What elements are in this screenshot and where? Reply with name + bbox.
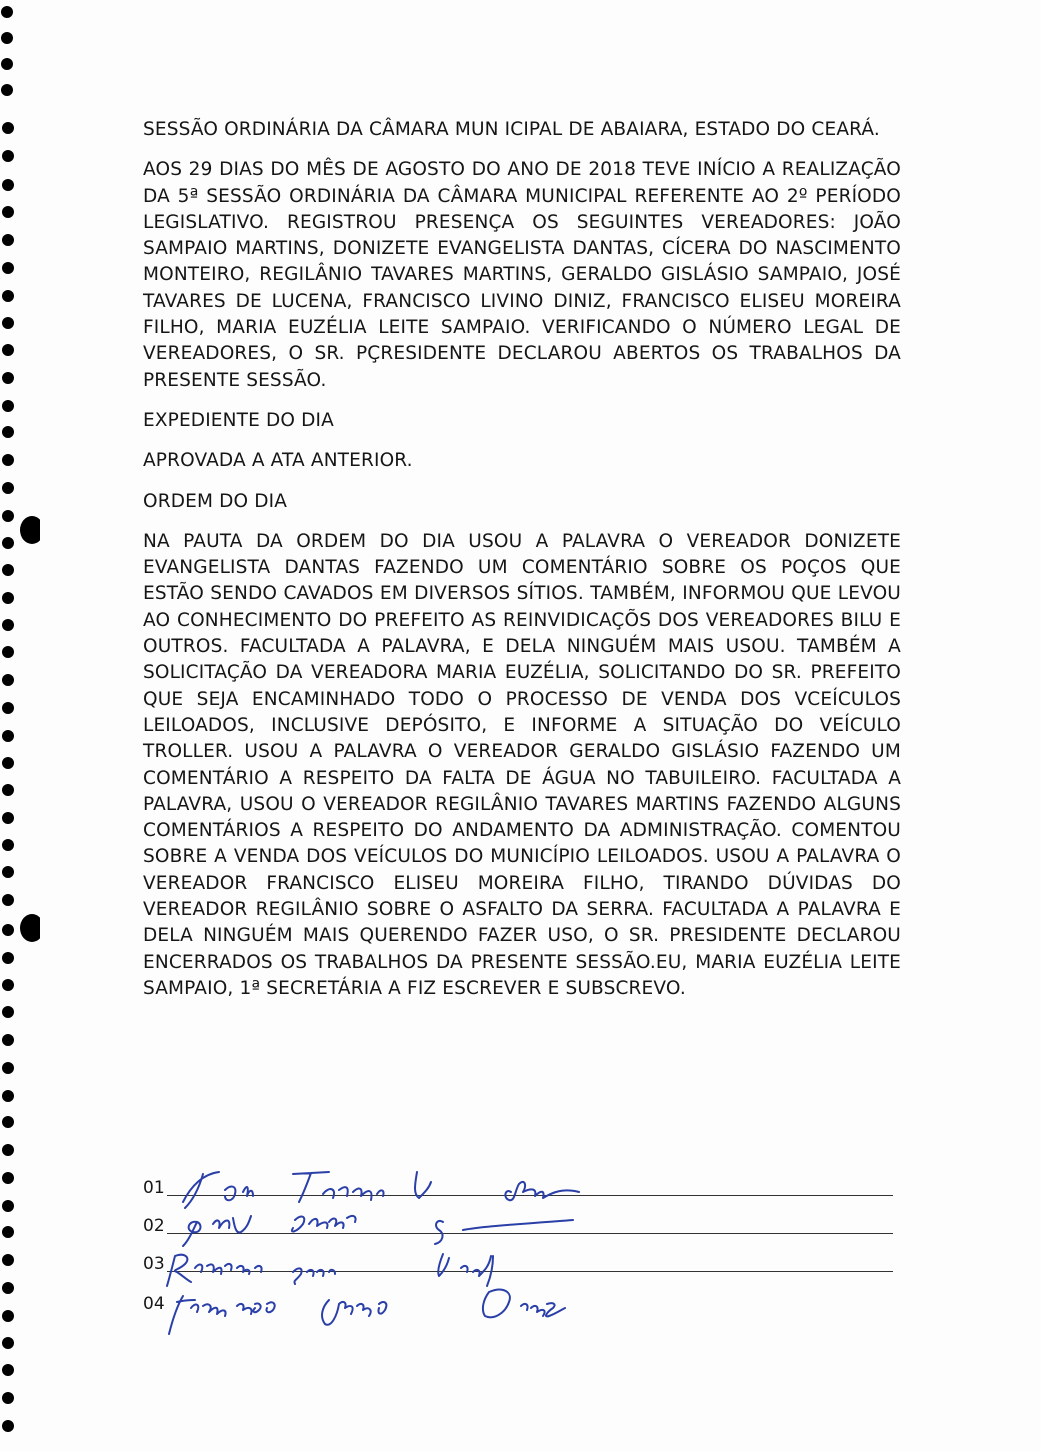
signature-number: 01 bbox=[143, 1178, 165, 1198]
signature-number: 02 bbox=[143, 1216, 165, 1236]
order-heading: ORDEM DO DIA bbox=[143, 490, 288, 512]
order-paragraph: NA PAUTA DA ORDEM DO DIA USOU A PALAVRA O VEREADOR DONIZETE EVANGELISTA DANTAS FAZENDO UM COMENTÁRIO SOBRE OS POÇOS QUE ESTÃO SENDO CAVADOS EM DIVERSOS SÍTIOS. TAMBÉM, INFORMOU QUE LEVOU AO CONHECIMENTO DO PREFEITO AS REINVIDICAÇÕS DOS VEREADORES BILU E OUTROS. FACULTADA A PALAVRA, E DELA NINGUÉM MAIS USOU. TAMBÉM A SOLICITAÇÃO DA VEREADORA MARIA EUZÉLIA, SOLICITANDO DO SR. PREFEITO QUE SEJA ENCAMINHADO TODO O PROCESSO DE VENDA DOS VCEÍCULOS LEILOADOS, INCLUSIVE DEPÓSITO, E INFORME A SITUAÇÃO DO VEÍCULO TROLLER. USOU A PALAVRA O VEREADOR GERALDO GISLÁSIO FAZENDO UM COMENTÁRIO A RESPEITO DA FALTA DE ÁGUA NO TABUILEIRO. FACULTADA A PALAVRA, USOU O VEREADOR REGILÂNIO TAVARES MARTINS FAZENDO ALGUNS COMENTÁRIOS A RESPEITO DO ANDAMENTO DA ADMINISTRAÇÃO. COMENTOU SOBRE A VENDA DOS VEÍCULOS DO MUNICÍPIO LEILOADOS. USOU A PALAVRA O VEREADOR FRANCISCO ELISEU MOREIRA FILHO, TIRANDO DÚVIDAS DO VEREADOR REGILÂNIO SOBRE O ASFALTO DA SERRA. FACULTADA A PALAVRA E DELA NINGUÉM MAIS QUERENDO FAZER USO, O SR. PRESIDENTE DECLAROU ENCERRADOS OS TRABALHOS DA PRESENTE SESSÃO.EU, MARIA EUZÉLIA LEITE SAMPAIO, 1ª SECRETÁRIA A FIZ ESCREVER E SUBSCREVO. bbox=[143, 530, 901, 999]
minutes-text bbox=[143, 117, 901, 1016]
signature-number: 04 bbox=[143, 1294, 165, 1314]
signature-block bbox=[143, 1168, 903, 1368]
handwritten-signature bbox=[167, 1254, 493, 1286]
handwritten-signature bbox=[183, 1216, 573, 1246]
signature-number: 03 bbox=[143, 1254, 165, 1274]
handwritten-signature bbox=[169, 1290, 565, 1334]
opening-paragraph: AOS 29 DIAS DO MÊS DE AGOSTO DO ANO DE 2018 TEVE INÍCIO A REALIZAÇÃO DA 5ª SESSÃO ORDINÁRIA DA CÂMARA MUNICIPAL REFERENTE AO 2º PERÍODO LEGISLATIVO. REGISTROU PRESENÇA OS SEGUINTES VEREADORES: JOÃO SAMPAIO MARTINS, DONIZETE EVANGELISTA DANTAS, CÍCERA DO NASCIMENTO MONTEIRO, REGILÂNIO TAVARES MARTINS, GERALDO GISLÁSIO SAMPAIO, JOSÉ TAVARES DE LUCENA, FRANCISCO LIVINO DINIZ, FRANCISCO ELISEU MOREIRA FILHO, MARIA EUZÉLIA LEITE SAMPAIO. VERIFICANDO O NÚMERO LEGAL DE VEREADORES, O SR. PÇRESIDENTE DECLAROU ABERTOS OS TRABALHOS DA PRESENTE SESSÃO. bbox=[143, 159, 901, 391]
approval-line: APROVADA A ATA ANTERIOR. bbox=[143, 450, 413, 472]
binder-holes bbox=[0, 0, 40, 1452]
session-heading: SESSÃO ORDINÁRIA DA CÂMARA MUN ICIPAL DE ABAIARA, ESTADO DO CEARÁ. bbox=[143, 119, 880, 140]
expediente-heading: EXPEDIENTE DO DIA bbox=[143, 409, 334, 431]
handwritten-signature bbox=[183, 1172, 579, 1208]
